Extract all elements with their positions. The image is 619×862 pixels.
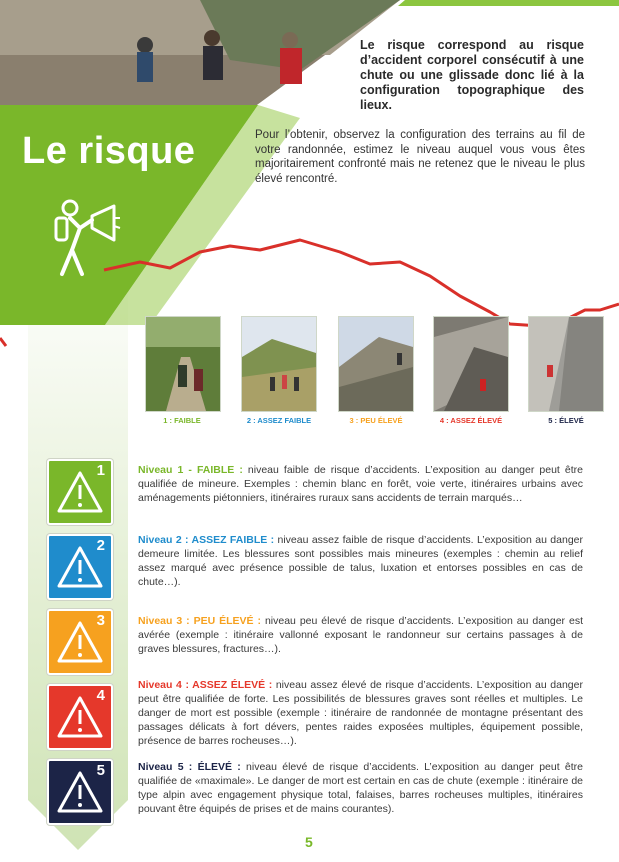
risk-badge-level-3	[47, 609, 113, 675]
risk-badge-level-1	[47, 459, 113, 525]
page-number: 5	[305, 834, 313, 850]
level-text: niveau faible de risque d’accidents. L’exposition au danger peut être qualifiée de mineure. Exemples : chemin blanc en forêt, voie verte, itinéraires urbains avec aménagements piétonniers, itinéraires ruraux sans accidents de terrain marqués…	[138, 464, 583, 504]
level-3-description	[138, 614, 583, 656]
intro-bold-text: Le risque correspond au risque d’accident corporel consécutif à une chute ou une glissade donc lié à la configuration topographique des lieux.	[360, 38, 584, 112]
caption-level-3: 3 : PEU ÉLEVÉ	[349, 416, 403, 425]
badge-number: 1	[96, 462, 105, 479]
green-top-strip	[398, 0, 619, 6]
level-5-description	[138, 760, 583, 816]
level-text: niveau assez élevé de risque d’accidents. L’exposition au danger peut être qualifiée de forte. Les possibilités de blessures graves sont réelles et multiples. Le danger de mort est possible (exemple : itinéraire de randonnée de montagne présentant des passages délicats à fort dévers, pentes raides exposées multiples, équipement possible, présence de barres rocheuses…).	[138, 679, 583, 747]
level-1-description	[138, 463, 583, 505]
page-title: Le risque	[22, 130, 196, 172]
level-text: niveau assez faible de risque d’accidents. L’exposition au danger demeure limitée. Les blessures sont possibles mais mineures (exemples : chemin au relief assez marqué avec présence possible de talus, luxation et entorses possibles en cas de chute…).	[138, 534, 583, 588]
risk-badge-level-2	[47, 534, 113, 600]
level-text: niveau élevé de risque d’accidents. L’exposition au danger peut être qualifiée de «maximale». Le danger de mort est certain en cas de chute (exemple : itinéraire de type alpin avec engagement physique total, falaises, barres rocheuses multiples, itinéraires pouvant être équipés de prises et de mains courantes).	[138, 761, 583, 815]
intro-text: Pour l’obtenir, observez la configuration des terrains au fil de votre randonnée, estimez le niveau auquel vous vous êtes majoritairement confronté mais ne retenez que le niveau le plus élevé rencontré.	[255, 129, 585, 185]
risk-badge-level-5	[47, 759, 113, 825]
caption-level-1: 1 : FAIBLE	[163, 416, 201, 425]
photo-level-1	[145, 316, 221, 412]
badge-number: 2	[96, 537, 105, 554]
hikers-banner-photo	[0, 0, 400, 110]
level-label: Niveau 3 : PEU ÉLEVÉ :	[138, 615, 262, 627]
risk-badge-level-4	[47, 684, 113, 750]
level-4-description	[138, 678, 583, 748]
level-label: Niveau 4 : ASSEZ ÉLEVÉ :	[138, 679, 273, 691]
photo-level-5	[528, 316, 604, 412]
level-label: Niveau 5 : ÉLEVÉ :	[138, 761, 241, 773]
level-label: Niveau 1 - FAIBLE :	[138, 464, 243, 476]
photo-level-3	[338, 316, 414, 412]
badge-number: 4	[96, 687, 105, 704]
caption-level-4: 4 : ASSEZ ÉLEVÉ	[439, 416, 503, 425]
photo-level-2	[241, 316, 317, 412]
badge-number: 3	[96, 612, 105, 629]
hiker-megaphone-icon	[52, 198, 122, 278]
level-text: niveau peu élevé de risque d’accidents. L’exposition au danger est avérée (exemple : itinéraire vallonné exposant le randonneur sur certains passages à de graves blessures, fractures…).	[138, 615, 584, 655]
level-label: Niveau 2 : ASSEZ FAIBLE :	[138, 534, 275, 546]
caption-level-5: 5 : ÉLEVÉ	[548, 416, 584, 425]
badge-number: 5	[96, 762, 105, 779]
photo-level-4	[433, 316, 509, 412]
caption-level-2: 2 : ASSEZ FAIBLE	[246, 416, 312, 425]
level-2-description	[138, 533, 583, 589]
